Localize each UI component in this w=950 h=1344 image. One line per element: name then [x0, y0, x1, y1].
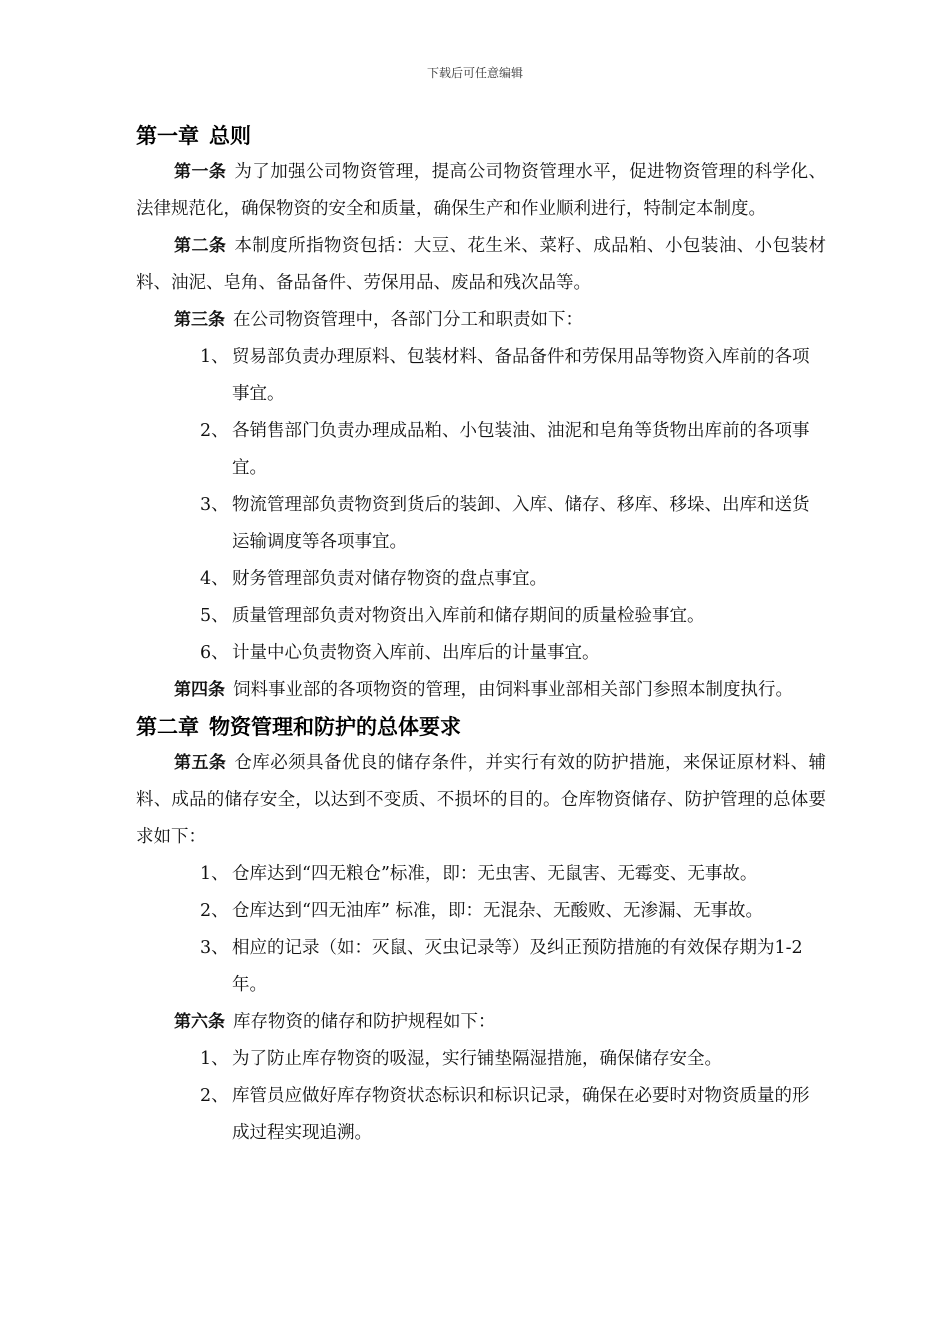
list-item-number: 4、: [200, 569, 229, 589]
list-item-number: 2、: [200, 901, 229, 921]
list-item-text: 各销售部门负责办理成品粕、小包装油、油泥和皂角等货物出库前的各项事宜。: [232, 421, 810, 478]
article-2-text: 本制度所指物资包括：大豆、花生米、菜籽、成品粕、小包装油、小包装材料、油泥、皂角、备品备件、劳保用品、废品和残次品等。: [136, 236, 827, 293]
article-6-label: 第六条: [174, 1012, 225, 1032]
article-5: [136, 745, 826, 856]
list-item-number: 1、: [200, 347, 229, 367]
list-item: [200, 893, 826, 930]
chapter-2-title: 物资管理和防护的总体要求: [209, 715, 461, 739]
list-item: [200, 856, 826, 893]
article-4-text: 饲料事业部的各项物资的管理，由饲料事业部相关部门参照本制度执行。: [233, 680, 793, 700]
article-5-label: 第五条: [174, 753, 227, 773]
article-4: [136, 672, 826, 709]
list-item: [200, 413, 826, 487]
list-item: [200, 930, 826, 1004]
article-3-label: 第三条: [174, 310, 225, 330]
list-item: [200, 635, 826, 672]
list-item-text: 仓库达到“四无粮仓”标准，即：无虫害、无鼠害、无霉变、无事故。: [232, 864, 758, 884]
document-body: [136, 118, 826, 1152]
list-item-number: 3、: [200, 938, 229, 958]
list-item: [200, 598, 826, 635]
list-item-text: 仓库达到“四无油库” 标准，即：无混杂、无酸败、无渗漏、无事故。: [232, 901, 763, 921]
list-item-number: 5、: [200, 606, 229, 626]
list-item-number: 2、: [200, 421, 229, 441]
list-item-text: 质量管理部负责对物资出入库前和储存期间的质量检验事宜。: [232, 606, 705, 626]
chapter-2-label: 第二章: [136, 715, 199, 739]
list-item-text: 物流管理部负责物资到货后的装卸、入库、储存、移库、移垛、出库和送货运输调度等各项事宜。: [232, 495, 810, 552]
article-4-label: 第四条: [174, 680, 225, 700]
article-3: [136, 302, 826, 339]
article-6: [136, 1004, 826, 1041]
list-item-text: 财务管理部负责对储存物资的盘点事宜。: [232, 569, 547, 589]
header-note: 下载后可任意编辑: [426, 66, 523, 80]
list-item: [200, 487, 826, 561]
list-item-number: 3、: [200, 495, 229, 515]
list-item-number: 6、: [200, 643, 229, 663]
chapter-2-heading: [136, 709, 826, 745]
list-item-number: 1、: [200, 1049, 229, 1069]
list-item: [200, 1078, 826, 1152]
article-1: [136, 154, 826, 228]
list-item-text: 贸易部负责办理原料、包装材料、备品备件和劳保用品等物资入库前的各项事宜。: [232, 347, 810, 404]
list-item: [200, 561, 826, 598]
list-item-text: 相应的记录（如：灭鼠、灭虫记录等）及纠正预防措施的有效保存期为1-2年。: [232, 938, 803, 995]
article-6-text: 库存物资的储存和防护规程如下：: [233, 1012, 496, 1032]
chapter-1-label: 第一章: [136, 124, 199, 148]
list-item-text: 为了防止库存物资的吸湿，实行铺垫隔湿措施，确保储存安全。: [232, 1049, 722, 1069]
article-1-text: 为了加强公司物资管理，提高公司物资管理水平，促进物资管理的科学化、法律规范化，确保物资的安全和质量，确保生产和作业顺利进行，特制定本制度。: [136, 162, 827, 219]
article-2-label: 第二条: [174, 236, 227, 256]
list-item: [200, 1041, 826, 1078]
article-5-text: 仓库必须具备优良的储存条件，并实行有效的防护措施，来保证原材料、辅料、成品的储存安全，以达到不变质、不损坏的目的。仓库物资储存、防护管理的总体要求如下：: [136, 753, 827, 847]
article-2: [136, 228, 826, 302]
list-item-number: 2、: [200, 1086, 229, 1106]
list-item-text: 计量中心负责物资入库前、出库后的计量事宜。: [232, 643, 600, 663]
list-item-number: 1、: [200, 864, 229, 884]
chapter-1-title: 总则: [209, 124, 251, 148]
list-item: [200, 339, 826, 413]
article-3-text: 在公司物资管理中，各部门分工和职责如下：: [233, 310, 583, 330]
article-1-label: 第一条: [174, 162, 227, 182]
list-item-text: 库管员应做好库存物资状态标识和标识记录，确保在必要时对物资质量的形成过程实现追溯。: [232, 1086, 810, 1143]
chapter-1-heading: [136, 118, 826, 154]
